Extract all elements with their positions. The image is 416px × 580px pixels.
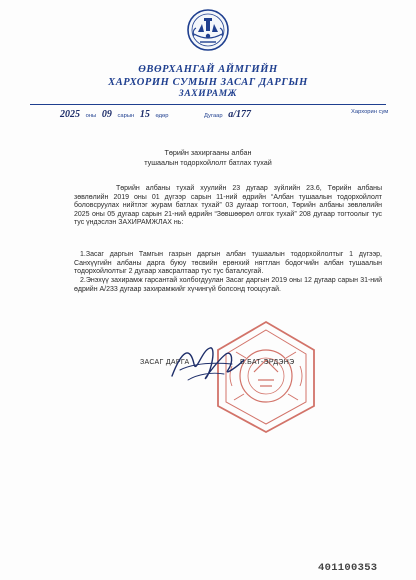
date-month: 09 [101,109,112,120]
clause-1-paragraph: 1.Засаг даргын Тамгын газрын даргын албан тушаалын тодорхойлолтыг 1 дүгээр, Санхүүгийн албаны дарга буюу төсвийн ерөнхий нягтлан бодогчийн албан тушаалын тодорхойлолтыг 2 дугаар хавсралтаар тус тус баталсугай. [74,251,382,276]
document-date [60,109,169,120]
serial-number: 401100353 [318,562,378,574]
document-type: ЗАХИРАМЖ [178,89,238,99]
signatory-name: Б.БАТ-ЭРДЭНЭ [240,359,295,366]
date-day-suffix: өдөр [155,113,169,119]
header-divider [30,104,386,105]
order-title-line-2: тушаалын тодорхойлолт батлах тухай [144,158,272,167]
order-title-line-1: Төрийн захиргааны албан [164,148,252,157]
date-year-suffix: оны [85,113,97,119]
header-line-2: ХАРХОРИН СУМЫН ЗАСАГ ДАРГЫН [108,77,308,88]
number-value: а/177 [228,109,252,120]
clause-2-paragraph: 2.Энэхүү захирамж гарсантай холбогдуулан Засаг даргын 2019 оны 12 дугаар сарын 31-ний өдрийн А/233 дугаар захирамжийг хүчингүй болсонд тооцсугай. [74,277,382,293]
date-day: 15 [139,109,150,120]
document-number [204,109,251,120]
preamble-paragraph: Төрийн албаны тухай хуулийн 23 дугаар зүйлийн 23.6, Төрийн албаны зөвлөлийн 2019 оны 01 дүгээр сарын 11-ний өдрийн “Албан тушаалын тодорхойлолт боловсруулах нийтлэг журам батлах тухай” 03 дугаар тогтоол, Төрийн албаны зөвлөлийн 2025 оны 05 дугаар сарын 21-ний өдрийн “Зөвшөөрөл олгох тухай” 208 дугаар тогтоолыг тус тус үндэслэн ЗАХИРАМЖЛАХ нь: [74,185,382,227]
date-year: 2025 [60,109,80,120]
signatory-role: ЗАСАГ ДАРГА [140,359,190,366]
number-label: Дугаар [204,113,223,119]
document-place: Хархорин сум [351,109,389,115]
handwritten-signature [168,340,248,386]
state-emblem-icon [186,8,230,52]
date-month-suffix: сарын [117,113,135,119]
header-line-1: ӨВӨРХАНГАЙ АЙМГИЙН [138,64,278,75]
